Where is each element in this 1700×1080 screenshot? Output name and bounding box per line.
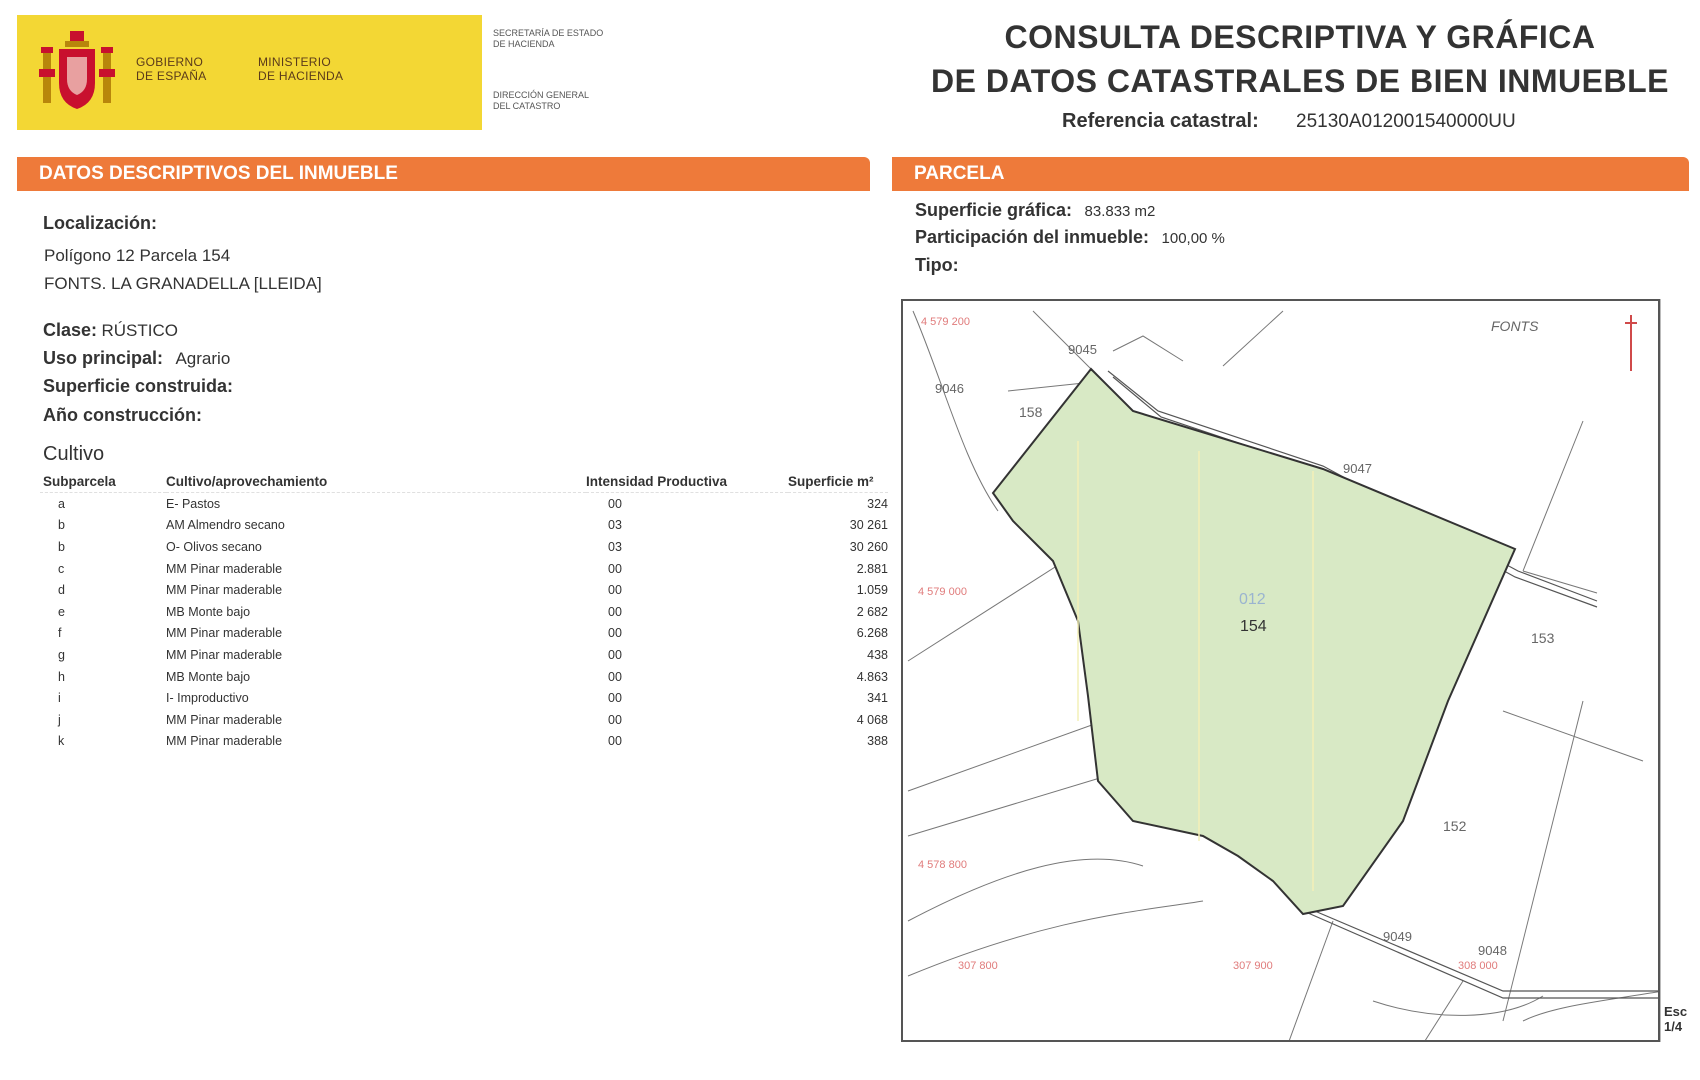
cell-cultivo: I- Improductivo (166, 691, 249, 706)
cell-cultivo: MB Monte bajo (166, 604, 251, 619)
cell-superficie: 1.059 (856, 583, 888, 598)
coord-x1: 307 800 (958, 960, 998, 972)
cell-superficie: 438 (867, 647, 888, 662)
map-canvas (903, 301, 1660, 1042)
coord-y3: 4 578 800 (918, 859, 967, 871)
north-arrow-icon (1625, 315, 1637, 371)
gobierno-label: GOBIERNO DE ESPAÑA (136, 55, 207, 83)
participacion-value: 100,00 % (1161, 230, 1225, 247)
table-row (40, 601, 888, 623)
neighbour-153: 153 (1531, 630, 1555, 646)
cell-subparcela: a (58, 496, 65, 511)
cell-intensidad: 03 (608, 518, 622, 533)
path-9046: 9046 (935, 381, 964, 396)
cultivo-title: Cultivo (43, 443, 105, 465)
cadastral-map[interactable] (901, 299, 1660, 1042)
tipo-label: Tipo: (915, 255, 959, 275)
cell-intensidad: 00 (608, 604, 622, 619)
coord-y2: 4 579 000 (918, 586, 967, 598)
cell-intensidad: 00 (608, 626, 622, 641)
referencia-label: Referencia catastral: (1062, 110, 1259, 132)
coord-x3: 308 000 (1458, 960, 1498, 972)
path-9047: 9047 (1343, 461, 1372, 476)
uso-value: Agrario (175, 349, 231, 368)
referencia-value: 25130A012001540000UU (1296, 111, 1516, 132)
cell-subparcela: b (58, 518, 65, 533)
table-row (40, 666, 888, 688)
cultivo-table (40, 470, 888, 752)
cell-superficie: 4 068 (856, 712, 888, 727)
superficie-grafica-value: 83.833 m2 (1084, 203, 1156, 220)
cell-subparcela: f (58, 626, 62, 641)
cell-cultivo: O- Olivos secano (166, 539, 262, 554)
table-row (40, 644, 888, 666)
table-row (40, 709, 888, 731)
cell-superficie: 388 (867, 734, 888, 749)
table-row (40, 493, 888, 515)
clase-value: RÚSTICO (101, 321, 178, 340)
section-parcela: PARCELA (892, 157, 1689, 191)
cell-cultivo: E- Pastos (166, 496, 221, 511)
parcel-154-shape (993, 369, 1515, 914)
table-row (40, 687, 888, 709)
secretaria-label: SECRETARÍA DE ESTADO DE HACIENDA (493, 28, 604, 49)
clase-row (43, 320, 178, 341)
header-superficie: Superficie m² (788, 470, 888, 493)
neighbour-152: 152 (1443, 818, 1467, 834)
cell-subparcela: b (58, 539, 65, 554)
page-title: CONSULTA DESCRIPTIVA Y GRÁFICA DE DATOS CATASTRALES DE BIEN INMUEBLE (931, 19, 1669, 99)
coat-of-arms-icon (37, 29, 117, 115)
parcela-number: 154 (1240, 618, 1267, 635)
cell-intensidad: 00 (608, 734, 622, 749)
map-sidebar-strip (1660, 299, 1691, 1042)
cell-subparcela: g (58, 647, 65, 662)
cell-subparcela: h (58, 669, 65, 684)
cell-cultivo: MM Pinar maderable (166, 561, 283, 576)
cell-subparcela: j (58, 712, 61, 727)
cell-subparcela: e (58, 604, 65, 619)
cell-cultivo: MM Pinar maderable (166, 734, 283, 749)
localizacion-line1: Polígono 12 Parcela 154 (44, 246, 231, 265)
cell-intensidad: 00 (608, 691, 622, 706)
header-cultivo: Cultivo/aprovechamiento (166, 470, 586, 493)
table-row (40, 623, 888, 645)
section-datos-descriptivos: DATOS DESCRIPTIVOS DEL INMUEBLE (17, 157, 870, 191)
cell-superficie: 6.268 (856, 626, 888, 641)
cell-intensidad: 00 (608, 712, 622, 727)
path-9045: 9045 (1068, 342, 1097, 357)
cell-cultivo: MM Pinar maderable (166, 583, 283, 598)
uso-label: Uso principal: (43, 348, 164, 368)
cell-subparcela: c (58, 561, 65, 576)
scale-label: Esc 1/4 (1664, 1004, 1688, 1034)
localizacion-label: Localización: (43, 213, 158, 233)
participacion-label: Participación del inmueble: (915, 227, 1150, 247)
direccion-label: DIRECCIÓN GENERAL DEL CATASTRO (493, 90, 590, 111)
cell-cultivo: MB Monte bajo (166, 669, 251, 684)
cell-intensidad: 00 (608, 561, 622, 576)
cell-intensidad: 00 (608, 496, 622, 511)
cell-intensidad: 00 (608, 647, 622, 662)
cell-intensidad: 00 (608, 669, 622, 684)
participacion-row (915, 227, 1225, 248)
table-row (40, 536, 888, 558)
clase-label: Clase: (43, 320, 98, 340)
cell-superficie: 4.863 (856, 669, 888, 684)
path-9049: 9049 (1383, 929, 1412, 944)
path-9048: 9048 (1478, 943, 1507, 958)
anio-construccion-label: Año construcción: (43, 405, 203, 425)
cell-superficie: 30 261 (849, 518, 888, 533)
cell-superficie: 341 (867, 691, 888, 706)
cell-superficie: 324 (867, 496, 888, 511)
table-row (40, 731, 888, 753)
cell-superficie: 30 260 (849, 539, 888, 554)
superficie-grafica-label: Superficie gráfica: (915, 200, 1073, 220)
table-header-row (40, 470, 888, 493)
superficie-grafica-row (915, 200, 1155, 221)
cell-subparcela: i (58, 691, 61, 706)
cell-cultivo: MM Pinar maderable (166, 712, 283, 727)
cell-superficie: 2.881 (856, 561, 888, 576)
table-row (40, 579, 888, 601)
header-intensidad: Intensidad Productiva (586, 470, 788, 493)
neighbour-158: 158 (1019, 404, 1043, 420)
cell-cultivo: MM Pinar maderable (166, 647, 283, 662)
cell-intensidad: 00 (608, 583, 622, 598)
cell-subparcela: d (58, 583, 65, 598)
cell-superficie: 2 682 (856, 604, 888, 619)
cell-cultivo: AM Almendro secano (166, 518, 285, 533)
table-row (40, 558, 888, 580)
coord-y1: 4 579 200 (921, 316, 970, 328)
table-row (40, 515, 888, 537)
localizacion-line2: FONTS. LA GRANADELLA [LLEIDA] (44, 274, 322, 293)
superficie-construida-label: Superficie construida: (43, 376, 234, 396)
uso-row (43, 348, 230, 369)
map-place-name: FONTS (1491, 318, 1539, 334)
cell-intensidad: 03 (608, 539, 622, 554)
cell-cultivo: MM Pinar maderable (166, 626, 283, 641)
ministerio-label: MINISTERIO DE HACIENDA (258, 55, 344, 83)
government-logo-banner (17, 15, 482, 130)
coord-x2: 307 900 (1233, 960, 1273, 972)
header-subparcela: Subparcela (40, 470, 166, 493)
poligono-number: 012 (1239, 591, 1266, 608)
cell-subparcela: k (58, 734, 65, 749)
